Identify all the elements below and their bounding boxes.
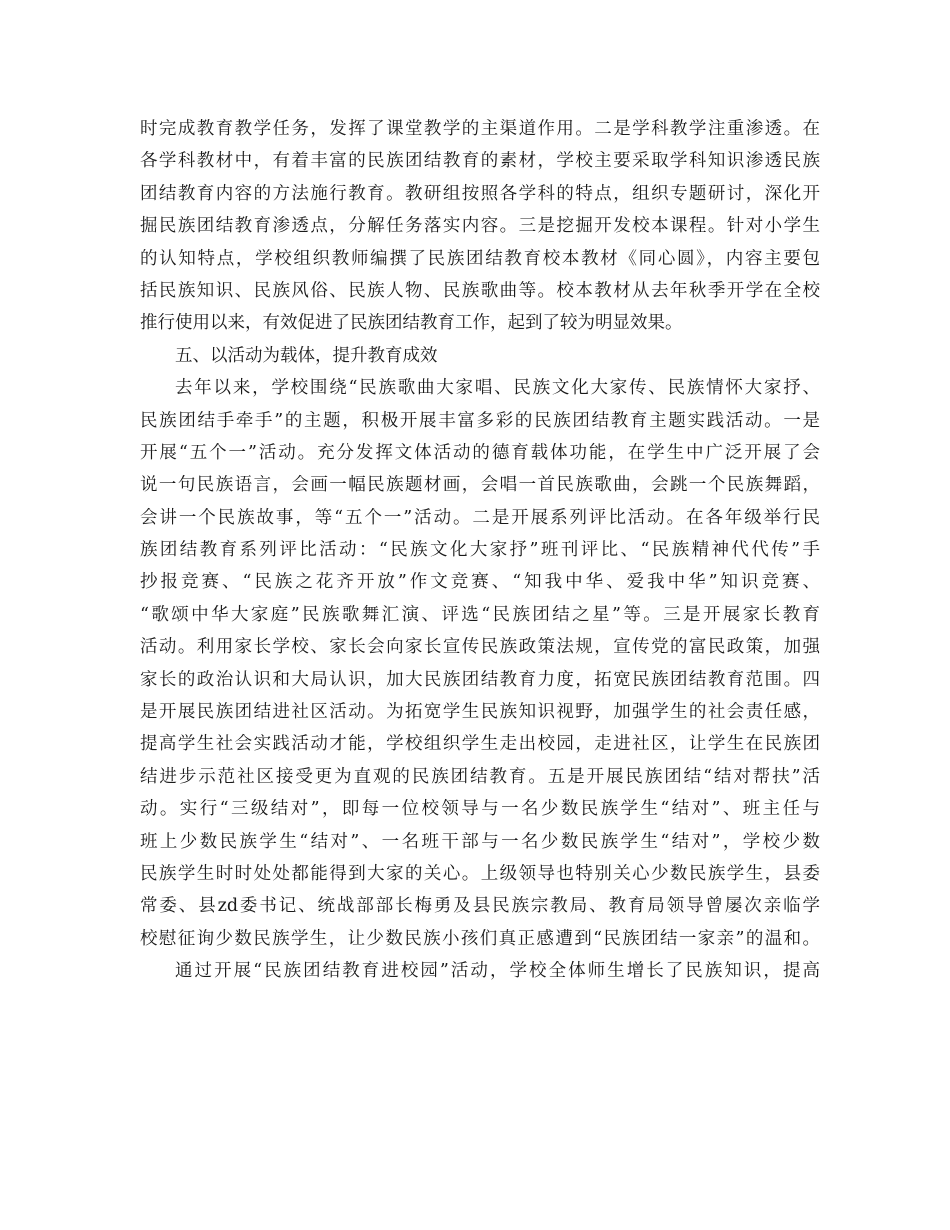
text-line: 抄报竞赛、“民族之花齐开放”作文竞赛、“知我中华、爱我中华”知识竞赛、 xyxy=(140,572,820,593)
text-line: 会讲一个民族故事，等“五个一”活动。二是开展系列评比活动。在各年级举行民 xyxy=(140,507,820,528)
text-line: 说一句民族语言，会画一幅民族题材画，会唱一首民族歌曲，会跳一个民族舞蹈， xyxy=(140,475,820,496)
text-line: 推行使用以来，有效促进了民族团结教育工作，起到了较为明显效果。 xyxy=(140,313,683,334)
text-line: 动。实行“三级结对”，即每一位校领导与一名少数民族学生“结对”、班主任与 xyxy=(140,799,820,820)
text-line: 提高学生社会实践活动才能，学校组织学生走出校园，走进社区，让学生在民族团 xyxy=(140,734,820,755)
text-line: 掘民族团结教育渗透点，分解任务落实内容。三是挖掘开发校本课程。针对小学生 xyxy=(140,216,820,237)
text-line: 括民族知识、民族风俗、民族人物、民族歌曲等。校本教材从去年秋季开学在全校 xyxy=(140,280,820,301)
text-line: 各学科教材中，有着丰富的民族团结教育的素材，学校主要采取学科知识渗透民族 xyxy=(140,151,820,172)
text-line: 五、以活动为载体，提升教育成效 xyxy=(175,345,438,366)
document-body-text xyxy=(140,113,820,988)
text-line: 校慰征询少数民族学生，让少数民族小孩们真正感遭到“民族团结一家亲”的温和。 xyxy=(140,928,820,949)
text-line: 开展“五个一”活动。充分发挥文体活动的德育载体功能，在学生中广泛开展了会 xyxy=(140,442,820,463)
text-line: 民族团结手牵手”的主题，积极开展丰富多彩的民族团结教育主题实践活动。一是 xyxy=(140,410,820,431)
text-line: 结进步示范社区接受更为直观的民族团结教育。五是开展民族团结“结对帮扶”活 xyxy=(140,766,820,787)
text-line: 通过开展“民族团结教育进校园”活动，学校全体师生增长了民族知识，提高 xyxy=(175,961,820,982)
text-line: 常委、县zd委书记、统战部部长梅勇及县民族宗教局、教育局领导曾屡次亲临学 xyxy=(140,896,820,917)
text-line: 是开展民族团结进社区活动。为拓宽学生民族知识视野，加强学生的社会责任感， xyxy=(140,702,820,723)
text-line: 民族学生时时处处都能得到大家的关心。上级领导也特别关心少数民族学生，县委 xyxy=(140,863,820,884)
text-line: 班上少数民族学生“结对”、一名班干部与一名少数民族学生“结对”，学校少数 xyxy=(140,831,820,852)
text-line: “歌颂中华大家庭”民族歌舞汇演、评选“民族团结之星”等。三是开展家长教育 xyxy=(140,604,820,625)
text-line: 去年以来，学校围绕“民族歌曲大家唱、民族文化大家传、民族情怀大家抒、 xyxy=(175,378,820,399)
text-line: 团结教育内容的方法施行教育。教研组按照各学科的特点，组织专题研讨，深化开 xyxy=(140,183,820,204)
text-line: 的认知特点，学校组织教师编撰了民族团结教育校本教材《同心圆》，内容主要包 xyxy=(140,248,820,269)
text-line: 时完成教育教学任务，发挥了课堂教学的主渠道作用。二是学科教学注重渗透。在 xyxy=(140,119,820,139)
text-line: 活动。利用家长学校、家长会向家长宣传民族政策法规，宣传党的富民政策，加强 xyxy=(140,637,820,658)
text-line: 族团结教育系列评比活动：“民族文化大家抒”班刊评比、“民族精神代代传”手 xyxy=(140,540,820,561)
text-line: 家长的政治认识和大局认识，加大民族团结教育力度，拓宽民族团结教育范围。四 xyxy=(140,669,820,690)
